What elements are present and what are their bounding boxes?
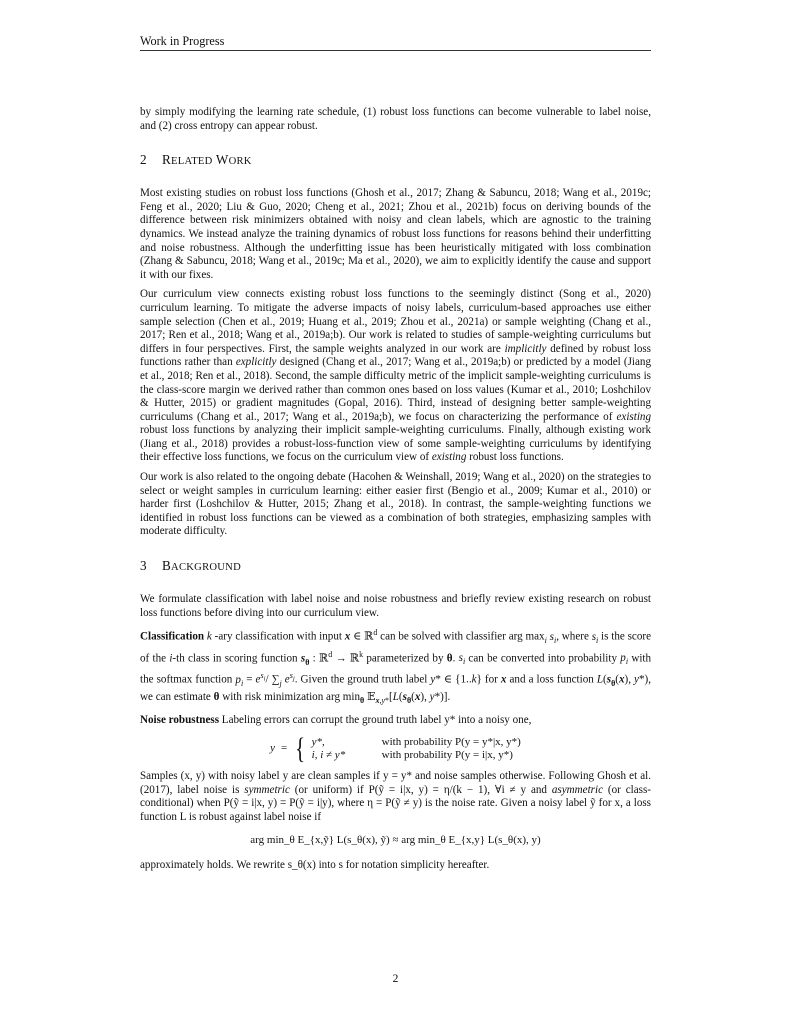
case-2-condition: with probability P(y = i|x, y*) <box>381 749 513 762</box>
related-work-paragraph-1: Most existing studies on robust loss functions (Ghosh et al., 2017; Zhang & Sabuncu, 2018; Wang et al., 2019c; Feng et al., 2020; Liu & Guo, 2020; Cheng et al., 2021; Zhou et al., 2021b) focus on deriving bounds of the difference between risk minimizers obtained with noisy and clean labels, which are agnostic to the training dynamics. We instead analyze the training dynamics of robust loss functions for reasons behind their underfitting and noise robustness. Although the underfitting issue has been heuristically mitigated with loss combination (Zhang & Sabuncu, 2018; Wang et al., 2019c; Ma et al., 2020), we aim to explicitly identify the cause and support it with our fixes. <box>140 187 651 281</box>
samples-paragraph: Samples (x, y) with noisy label y are clean samples if y = y* and noise samples otherwise. Following Ghosh et al. (2017), label noise is symmetric (or uniform) if P(ỹ = i|x, y) = η/(k − 1), ∀i ≠ y and asymmetric (or class-conditional) when P(ỹ = i|x, y) = P(ỹ = i|y), where η = P(ỹ ≠ y) is the noise rate. Given a noisy label ỹ for x, a loss function L is robust against label noise if <box>140 770 651 823</box>
final-line: approximately holds. We rewrite s_θ(x) into s for notation simplicity hereafter. <box>140 859 490 872</box>
section-2-heading: 2 RELATED WORK <box>140 152 252 168</box>
related-work-paragraph-3: Our work is also related to the ongoing debate (Hacohen & Weinshall, 2019; Wang et al., 2020) on the strategies to select or weight samples in curriculum learning: either easier first (Bengio et al., 2009; Kumar et al., 2010) or harder first (Loshchilov & Hutter, 2015; Zhang et al., 2018). In contrast, the sample-weighting functions we identified in robust loss functions can be viewed as a combination of both strategies, emphasizing samples with moderate difficulty. <box>140 471 651 538</box>
background-paragraph-1: We formulate classification with label noise and noise robustness and briefly review existing research on robust loss functions before diving into our curriculum view. <box>140 593 651 619</box>
case-1-value: y*, <box>311 736 325 749</box>
running-header: Work in Progress <box>140 34 225 48</box>
classification-paragraph: Classification k -ary classification with input x ∈ ℝ$^d$ can be solved with classifier arg $\max_i s_i$, where $s_i$ is the score of the i-th class in scoring function $s_\theta$ : ℝ$^d$ → ℝ$^k$ parameterized by θ. $s_i$ can be converted into probability $p_i$ with the softmax function $p_i = e^{s_i}/$ $\sum_j$ $e^{s_j}$. Given the ground truth label y* ∈ {1..k} for x and a loss function $L(s_\theta(x)$, y*), we can estimate θ with risk minimization arg $\min_\theta$ $𝔼_{x,y*}[L(s_\theta(x)$, y*)]. <box>140 628 652 705</box>
case-2-value: i, i ≠ y* <box>311 749 346 762</box>
robustness-equation: arg min_θ E_{x,ỹ} L(s_θ(x), ỹ) ≈ arg min_θ E_{x,y} L(s_θ(x), y) <box>250 833 541 846</box>
intro-continuation: by simply modifying the learning rate schedule, (1) robust loss functions can become vulnerable to label noise, and (2) cross entropy can appear robust. <box>140 106 651 132</box>
page-number: 2 <box>392 973 399 985</box>
noisy-label-equation: y = { y*, with probability P(y = y*|x, y*) i, i ≠ y* with probability P(y = i|x, y*) <box>270 732 521 766</box>
section-3-number: 3 <box>140 558 147 574</box>
header-rule <box>140 50 651 51</box>
case-1-condition: with probability P(y = y*|x, y*) <box>381 736 521 749</box>
noise-robustness-paragraph: Noise robustness Labeling errors can corrupt the ground truth label y* into a noisy one, <box>140 713 532 726</box>
related-work-paragraph-2: Our curriculum view connects existing robust loss functions to the seemingly distinct (Song et al., 2020) curriculum learning. To mitigate the adverse impacts of noisy labels, curriculum-based approaches use either sample selection (Chen et al., 2019; Huang et al., 2019; Zhou et al., 2021a) or sample weighting (Chang et al., 2017; Ren et al., 2018; Wang et al., 2019a;b). Our work is related to studies of sample-weighting curriculums but differs in four perspectives. First, the sample weights analyzed in our work are implicitly defined by robust loss functions rather than explicitly designed (Chang et al., 2017; Wang et al., 2019a;b) or predicted by a model (Jiang et al., 2018; Ren et al., 2018). Second, the sample difficulty metric of the implicit sample-weighting curriculums is the class-score margin we derived rather than common ones based on loss values (Kumar et al., 2010; Loshchilov & Hutter, 2015) or gradient magnitudes (Gopal, 2016). Third, instead of designing better sample-weighting curriculums (Chang et al., 2017; Wang et al., 2019a;b), we focus on characterizing the performance of existing robust loss functions by analyzing their implicit sample-weighting curriculums. Finally, although existing work (Jiang et al., 2018) provides a robust-loss-function view of some sample-weighting curriculums by identifying their effective loss functions, we focus on the curriculum view of existing robust loss functions. <box>140 288 651 464</box>
section-3-heading: 3 BACKGROUND <box>140 558 241 574</box>
section-2-number: 2 <box>140 152 147 168</box>
page-body <box>140 106 651 873</box>
